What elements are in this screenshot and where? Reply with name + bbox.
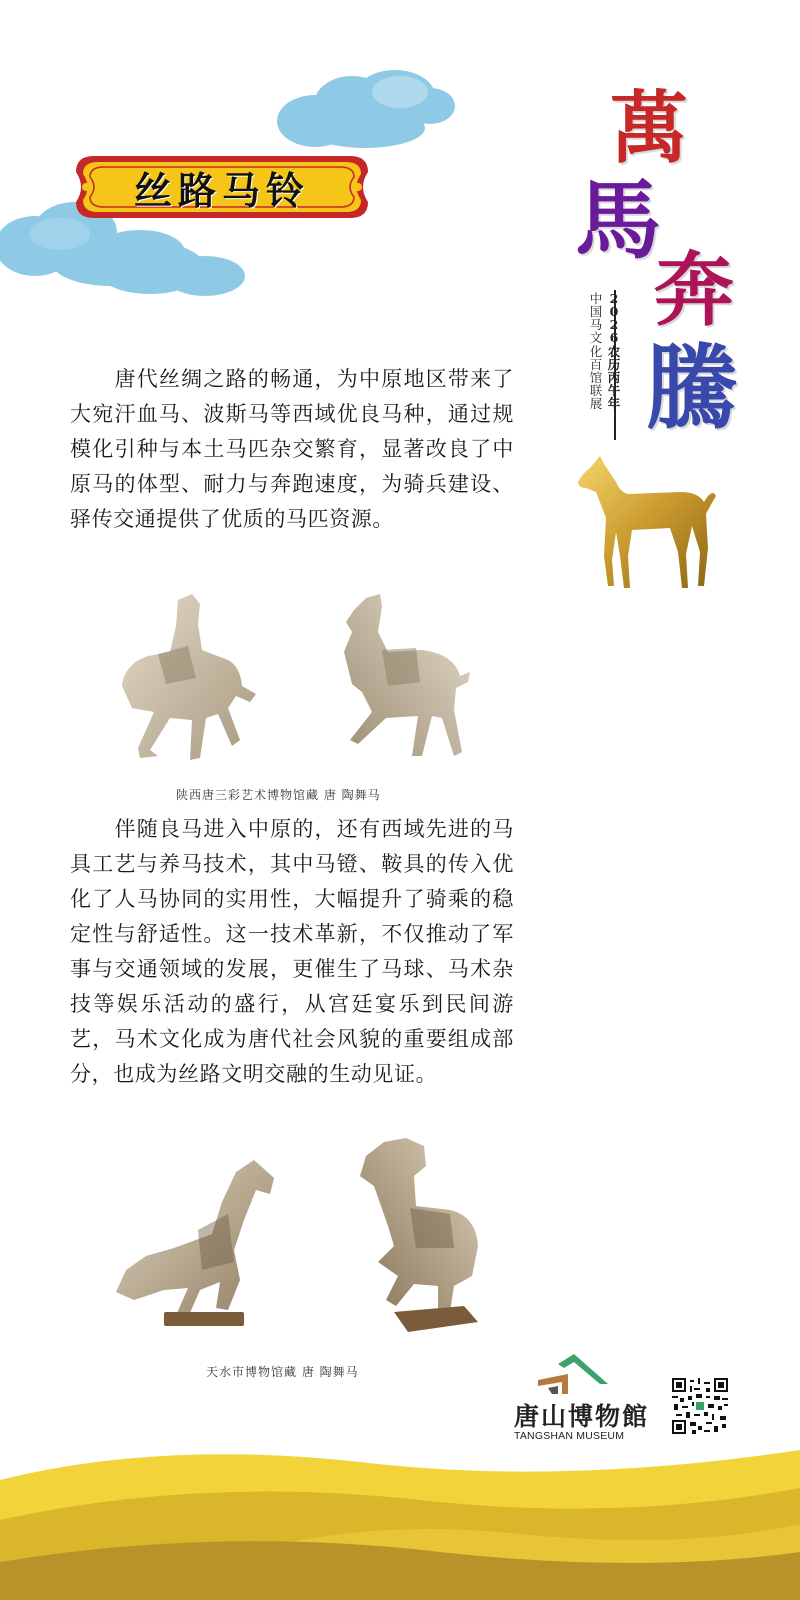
golden-horse-icon	[570, 448, 720, 598]
horse-figurine-3	[104, 1150, 284, 1340]
brand-char-wan: 萬	[610, 83, 689, 174]
exhibition-brand	[570, 80, 770, 600]
museum-logo-icon	[538, 1354, 608, 1394]
cloud-top-right	[270, 66, 460, 156]
brand-char-teng: 騰	[646, 334, 739, 442]
decorative-hills	[0, 1440, 800, 1600]
horse-figurine-2	[322, 592, 472, 772]
brand-char-ma: 馬	[575, 170, 661, 271]
detail-paragraph: 伴随良马进入中原的，还有西域先进的马具工艺与养马技术，其中马镫、鞍具的传入优化了人马协同的实用性，大幅提升了骑乘的稳定性与舒适性。这一技术革新，不仅推动了军事与交通领域的发展，更催生了马球、马术杂技等娱乐活动的盛行，从宫廷宴乐到民间游艺，马术文化成为唐代社会风貌的重要组成部分，也成为丝路文明交融的生动见证。	[70, 817, 514, 1086]
brand-char-ben: 奔	[654, 243, 734, 337]
brand-subtitle-year: 2026农历丙午年	[607, 291, 621, 411]
intro-paragraph: 唐代丝绸之路的畅通，为中原地区带来了大宛汗血马、波斯马等西域优良马种，通过规模化引种与本土马匹杂交繁育，显著改良了中原马的体型、耐力与奔跑速度，为骑兵建设、驿传交通提供了优质的马匹资源。	[70, 367, 514, 531]
horse-figurine-4	[354, 1136, 494, 1336]
museum-name: 唐山博物館	[514, 1402, 650, 1431]
brand-subtitle-event: 中国马文化百馆联展	[589, 291, 603, 411]
museum-name-en: TANGSHAN MUSEUM	[514, 1430, 625, 1442]
caption-artifact-pair-1: 陕西唐三彩艺术博物馆藏 唐 陶舞马	[176, 788, 381, 802]
section-title: 丝路马铃	[133, 168, 310, 213]
horse-figurine-1	[110, 590, 260, 770]
qr-code[interactable]	[672, 1378, 728, 1434]
caption-artifact-pair-2: 天水市博物馆藏 唐 陶舞马	[206, 1365, 359, 1379]
